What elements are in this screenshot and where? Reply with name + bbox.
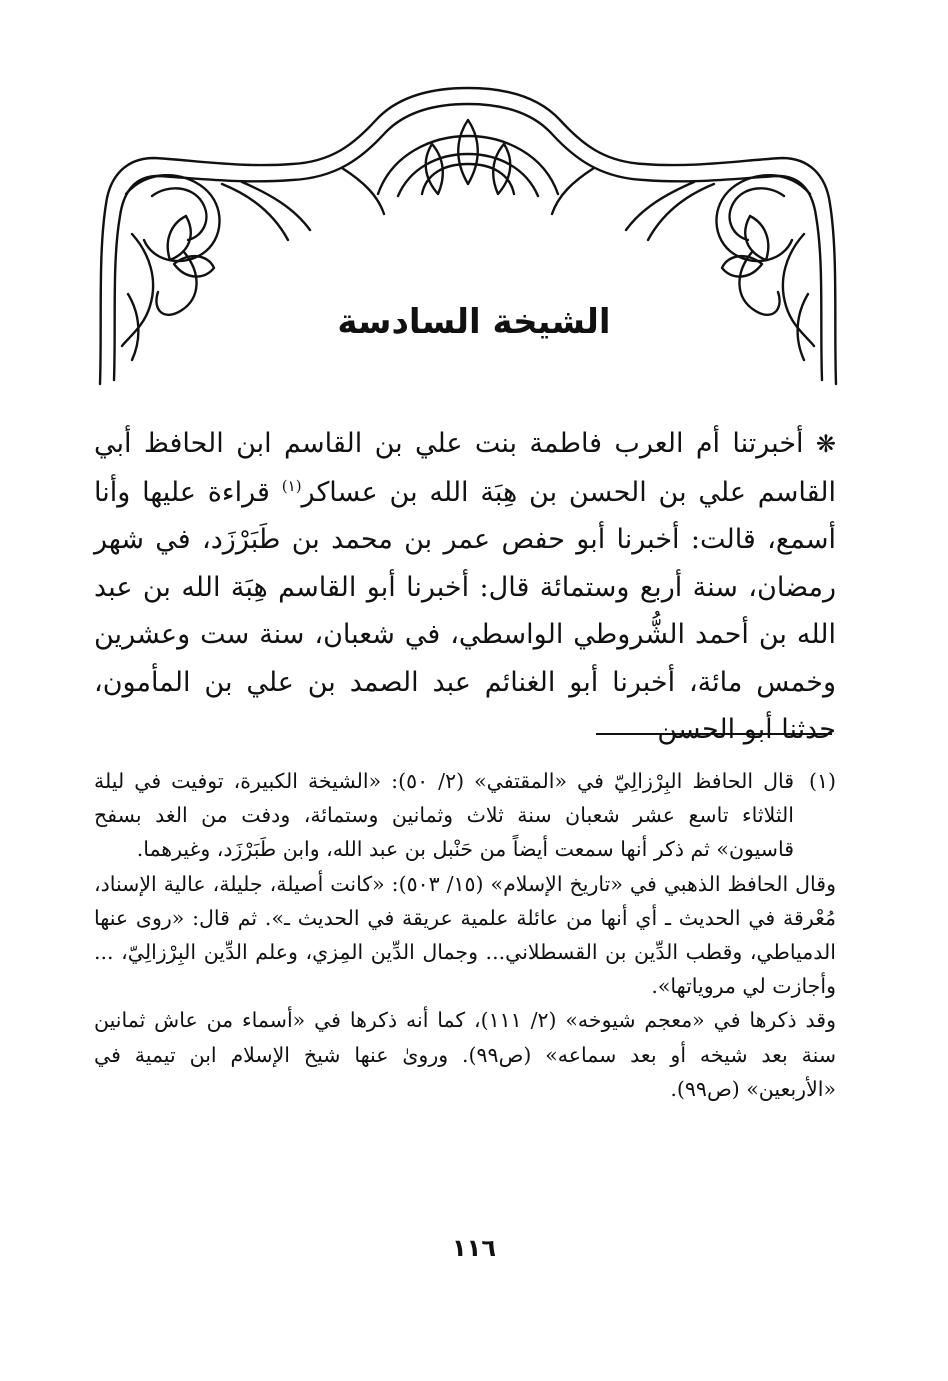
footnote-number: (١) <box>808 769 836 793</box>
footnotes <box>94 764 836 1106</box>
footnote-paragraph-2: وقال الحافظ الذهبي في «تاريخ الإسلام» (١٥/ ٥٠٣): «كانت أصيلة، جليلة، عالية الإسناد، مُعْرقة في الحديث ـ أي أنها من عائلة علمية عريقة في الحديث ـ». ثم قال: «روى عنها الدمياطي، وقطب الدِّين بن القسطلاني... وجمال الدِّين المِزي، وعلم الدِّين البِرْزالِيّ، ... وأجازت لي مروياتها». <box>94 871 836 999</box>
main-text-part-1: أخبرتنا أم العرب فاطمة بنت علي بن القاسم ابن الحافظ أبي القاسم علي بن الحسن بن هِبَة الله بن عساكر <box>94 428 836 508</box>
page-number: ١١٦ <box>452 1234 496 1262</box>
footnote-reference: (١) <box>281 476 302 495</box>
footnote-paragraph-1: قال الحافظ البِرْزالِيّ في «المقتفي» (٢/ ٥٠): «الشيخة الكبيرة، توفيت في ليلة الثلاثاء تاسع عشر شعبان سنة ثلاث وثمانين وستمائة، ودفت من الغد بسفح قاسيون» ثم ذكر أنها سمعت أيضاً من حَنْبل بن عبد الله، وابن طَبَرْزَد، وغيرهما. <box>94 769 795 862</box>
footnote-1 <box>94 764 836 867</box>
footnote-paragraph-3: وقد ذكرها في «معجم شيوخه» (٢/ ١١١)، كما أنه ذكرها في «أسماء من عاش ثمانين سنة بعد شيخه أو بعد سماعه» (ص٩٩). وروىٰ عنها شيخ الإسلام ابن تيمية في «الأربعين» (ص٩٩). <box>94 1008 836 1101</box>
chapter-title: الشيخة السادسة <box>337 302 611 342</box>
footnote-separator <box>596 733 832 735</box>
decorative-header-frame <box>92 84 844 390</box>
asterism-icon: ❋ <box>815 430 836 458</box>
main-text-part-2: قراءة عليها وأنا أسمع، قالت: أخبرنا أبو حفص عمر بن محمد بن طَبَرْزَد، في شهر رمضان، سنة أربع وستمائة قال: أخبرنا أبو القاسم هِبَة الله بن عبد الله بن أحمد الشُّروطي الواسطي، في شعبان، سنة ست وعشرين وخمس مائة، أخبرنا أبو الغنائم عبد الصمد بن علي بن المأمون، حدثنا أبو الحسن <box>94 476 836 745</box>
main-text <box>94 420 836 754</box>
main-paragraph <box>94 420 836 754</box>
